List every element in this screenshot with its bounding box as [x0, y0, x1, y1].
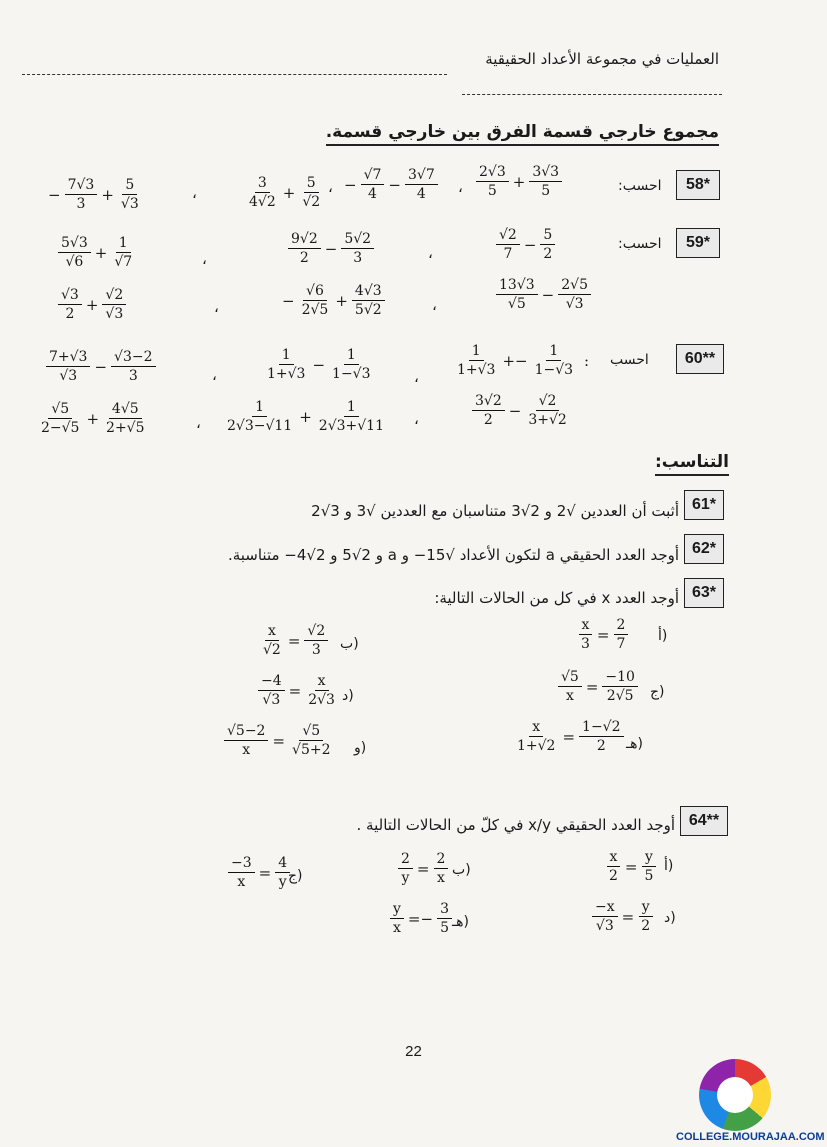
fraction: $\frac{√5}{2-√5}$: [41, 401, 80, 436]
header-dashes-right: [462, 94, 722, 95]
fraction: $\frac{9√2}{2}$: [288, 230, 321, 267]
fraction: $\frac{2√5}{√3}$: [558, 276, 591, 313]
exercise-58-instruction: احسب:: [618, 178, 662, 194]
fraction: $\frac{-3}{x}$: [228, 854, 255, 891]
ex64-eq-c: $\frac{-3}{x}$ = $\frac{4}{y}$: [226, 854, 292, 891]
fraction: $\frac{y}{x}$: [390, 900, 404, 937]
case-label-c: ج): [288, 868, 303, 884]
fraction: $\frac{1}{1-√3}$: [534, 343, 574, 378]
ex60-expr-3: $\frac{7+√3}{√3}$ − $\frac{√3-2}{3}$: [44, 348, 158, 385]
section-title-fractions: مجموع خارجي قسمة الفرق بين خارجي قسمة.: [326, 122, 719, 146]
case-label-a: أ): [664, 858, 674, 874]
ex59-expr-6: $\frac{√3}{2}$ + $\frac{√2}{√3}$: [56, 286, 128, 323]
fraction: $\frac{-x}{√3}$: [592, 898, 618, 935]
site-logo-text: COLLEGE.MOURAJAA.COM: [676, 1131, 825, 1143]
exercise-number-61: 61*: [684, 490, 724, 520]
ex60-expr-1: $\frac{1}{1+√3}$ +− $\frac{1}{1-√3}$: [452, 342, 578, 379]
exercise-number-64: 64**: [680, 806, 728, 836]
separator: ،: [432, 296, 437, 314]
fraction: $\frac{y}{5}$: [642, 848, 657, 885]
fraction: $\frac{2√3}{5}$: [476, 163, 509, 200]
ex63-eq-c: $\frac{√5}{x}$ = $\frac{-10}{2√5}$: [556, 668, 640, 705]
exercise-60-instruction: احسب: [610, 352, 649, 368]
separator: ،: [414, 410, 419, 428]
fraction: $\frac{3}{5}$: [437, 900, 452, 937]
fraction: $\frac{x}{2√3}$: [308, 673, 335, 708]
ex59-expr-3: $\frac{5√3}{√6}$ + $\frac{1}{√7}$: [56, 234, 137, 271]
fraction: $\frac{4√3}{5√2}$: [352, 282, 385, 319]
fraction: $\frac{√5}{x}$: [558, 668, 582, 705]
fraction: $\frac{√5}{√5+2}$: [292, 723, 331, 758]
fraction: $\frac{2}{x}$: [434, 850, 449, 887]
case-label-c: ج): [650, 684, 665, 700]
ex64-eq-d: $\frac{-x}{√3}$ = $\frac{y}{2}$: [590, 898, 655, 935]
case-label-d: د): [342, 688, 354, 704]
exercise-number-60: 60**: [676, 344, 724, 374]
fraction: $\frac{1}{2√3+√11}$: [318, 399, 384, 434]
fraction: $\frac{3√3}{5}$: [529, 163, 562, 200]
fraction: $\frac{5}{2}$: [540, 226, 555, 263]
exercise-number-58: 58*: [676, 170, 720, 200]
separator: ،: [192, 184, 197, 202]
fraction: $\frac{√3-2}{3}$: [111, 348, 155, 385]
fraction: $\frac{1}{1+√3}$: [267, 347, 306, 382]
exercise-number-62: 62*: [684, 534, 724, 564]
ex64-eq-e: $\frac{y}{x}$ =− $\frac{3}{5}$: [388, 900, 454, 937]
fraction: $\frac{5√2}{3}$: [341, 230, 374, 267]
fraction: $\frac{1}{2√3-√11}$: [227, 399, 293, 434]
ex64-eq-a: $\frac{x}{2}$ = $\frac{y}{5}$: [604, 848, 658, 885]
separator: ،: [414, 368, 419, 386]
fraction: $\frac{2}{7}$: [614, 616, 629, 653]
fraction: $\frac{x}{1+√2}$: [517, 719, 556, 754]
separator: ،: [212, 366, 217, 384]
case-label-a: أ): [658, 628, 668, 644]
ex58-expr-3: $\frac{3}{4√2}$ + $\frac{5}{√2}$: [244, 174, 325, 211]
ex63-eq-w: $\frac{√5-2}{x}$ = $\frac{√5}{√5+2}$: [222, 722, 336, 759]
fraction: $\frac{7+√3}{√3}$: [46, 348, 90, 385]
ex60-expr-2: $\frac{1}{1+√3}$ − $\frac{1}{1-√3}$: [262, 346, 376, 383]
separator: ،: [458, 178, 463, 196]
fraction: $\frac{√2}{3+√2}$: [528, 393, 567, 428]
case-label-e: هـ): [626, 736, 643, 752]
ex63-eq-e: $\frac{x}{1+√2}$ = $\frac{1-√2}{2}$: [512, 718, 626, 755]
fraction: $\frac{√2}{3}$: [304, 622, 328, 659]
ex63-eq-b: $\frac{x}{√2}$ = $\frac{√2}{3}$: [258, 622, 330, 659]
ex63-eq-a: $\frac{x}{3}$ = $\frac{2}{7}$: [576, 616, 630, 653]
ex60-expr-4: $\frac{3√2}{2}$ − $\frac{√2}{3+√2}$: [470, 392, 572, 429]
colon: :: [584, 352, 590, 370]
fraction: $\frac{-4}{√3}$: [258, 672, 285, 709]
fraction: $\frac{1-√2}{2}$: [579, 718, 623, 755]
ex58-expr-2: − $\frac{√7}{4}$ − $\frac{3√7}{4}$: [342, 166, 440, 203]
fraction: $\frac{1}{1-√3}$: [332, 347, 371, 382]
page-number: 22: [405, 1043, 422, 1060]
fraction: $\frac{13√3}{√5}$: [496, 276, 538, 313]
fraction: $\frac{3√7}{4}$: [405, 166, 438, 203]
exercise-64-text: أوجد العدد الحقيقي x/y في كلّ من الحالات التالية .: [356, 816, 675, 834]
site-logo-icon: [699, 1059, 771, 1131]
ex59-expr-5: − $\frac{√6}{2√5}$ + $\frac{4√3}{5√2}$: [280, 282, 387, 319]
case-label-b: ب): [340, 636, 359, 652]
fraction: $\frac{1}{1+√3}$: [457, 343, 496, 378]
fraction: $\frac{5√3}{√6}$: [58, 234, 91, 271]
ex64-eq-b: $\frac{2}{y}$ = $\frac{2}{x}$: [396, 850, 450, 887]
exercise-63-text: أوجد العدد x في كل من الحالات التالية:: [434, 589, 679, 607]
ex58-expr-1: $\frac{2√3}{5}$ + $\frac{3√3}{5}$: [474, 163, 564, 200]
logo-center: [717, 1077, 753, 1113]
fraction: $\frac{3}{4√2}$: [249, 175, 276, 210]
exercise-62-text: أوجد العدد الحقيقي a لتكون الأعداد √15− و a و 2√5 و 2√4− متناسبة.: [227, 546, 679, 564]
section-title-proportionality: التناسب:: [655, 452, 729, 476]
fraction: $\frac{√7}{4}$: [361, 166, 385, 203]
fraction: $\frac{√2}{√3}$: [102, 286, 126, 323]
fraction: $\frac{-10}{2√5}$: [602, 668, 638, 705]
fraction: $\frac{√3}{2}$: [58, 286, 82, 323]
ex58-expr-4: − $\frac{7√3}{3}$ + $\frac{5}{√3}$: [46, 176, 144, 213]
fraction: $\frac{2}{y}$: [398, 850, 413, 887]
fraction: $\frac{7√3}{3}$: [65, 176, 98, 213]
chapter-header-title: العمليات في مجموعة الأعداد الحقيقية: [485, 50, 719, 68]
fraction: $\frac{x}{3}$: [578, 616, 593, 653]
fraction: $\frac{3√2}{2}$: [472, 392, 505, 429]
exercise-61-text: أثبت أن العددين √2 و 2√3 متناسبان مع العددين √3 و 3√2: [311, 502, 679, 520]
fraction: $\frac{5}{√2}$: [302, 175, 321, 210]
case-label-d: د): [664, 910, 676, 926]
fraction: $\frac{5}{√3}$: [120, 177, 139, 212]
fraction: $\frac{4√5}{2+√5}$: [106, 401, 145, 436]
ex60-expr-6: $\frac{√5}{2-√5}$ + $\frac{4√5}{2+√5}$: [36, 400, 150, 437]
fraction: $\frac{y}{2}$: [638, 898, 653, 935]
header-dashes-left: [22, 74, 447, 75]
exercise-number-63: 63*: [684, 578, 724, 608]
separator: ،: [202, 250, 207, 268]
ex60-expr-5: $\frac{1}{2√3-√11}$ + $\frac{1}{2√3+√11}$: [222, 398, 389, 435]
fraction: $\frac{4}{y}$: [275, 854, 290, 891]
fraction: $\frac{√6}{2√5}$: [301, 283, 329, 318]
case-label-w: و): [354, 740, 367, 756]
case-label-e: هـ): [452, 914, 469, 930]
separator: ،: [328, 178, 333, 196]
exercise-59-instruction: احسب:: [618, 236, 662, 252]
fraction: $\frac{1}{√7}$: [114, 235, 133, 270]
fraction: $\frac{√5-2}{x}$: [224, 722, 268, 759]
ex63-eq-d: $\frac{-4}{√3}$ = $\frac{x}{2√3}$: [256, 672, 340, 709]
ex59-expr-1: $\frac{√2}{7}$ − $\frac{5}{2}$: [494, 226, 557, 263]
case-label-b: ب): [452, 862, 471, 878]
ex59-expr-2: $\frac{9√2}{2}$ − $\frac{5√2}{3}$: [286, 230, 376, 267]
exercise-number-59: 59*: [676, 228, 720, 258]
fraction: $\frac{√2}{7}$: [496, 226, 520, 263]
separator: ،: [214, 298, 219, 316]
fraction: $\frac{x}{2}$: [606, 848, 621, 885]
separator: ،: [196, 414, 201, 432]
ex59-expr-4: $\frac{13√3}{√5}$ − $\frac{2√5}{√3}$: [494, 276, 593, 313]
separator: ،: [428, 244, 433, 262]
fraction: $\frac{x}{√2}$: [263, 623, 281, 658]
